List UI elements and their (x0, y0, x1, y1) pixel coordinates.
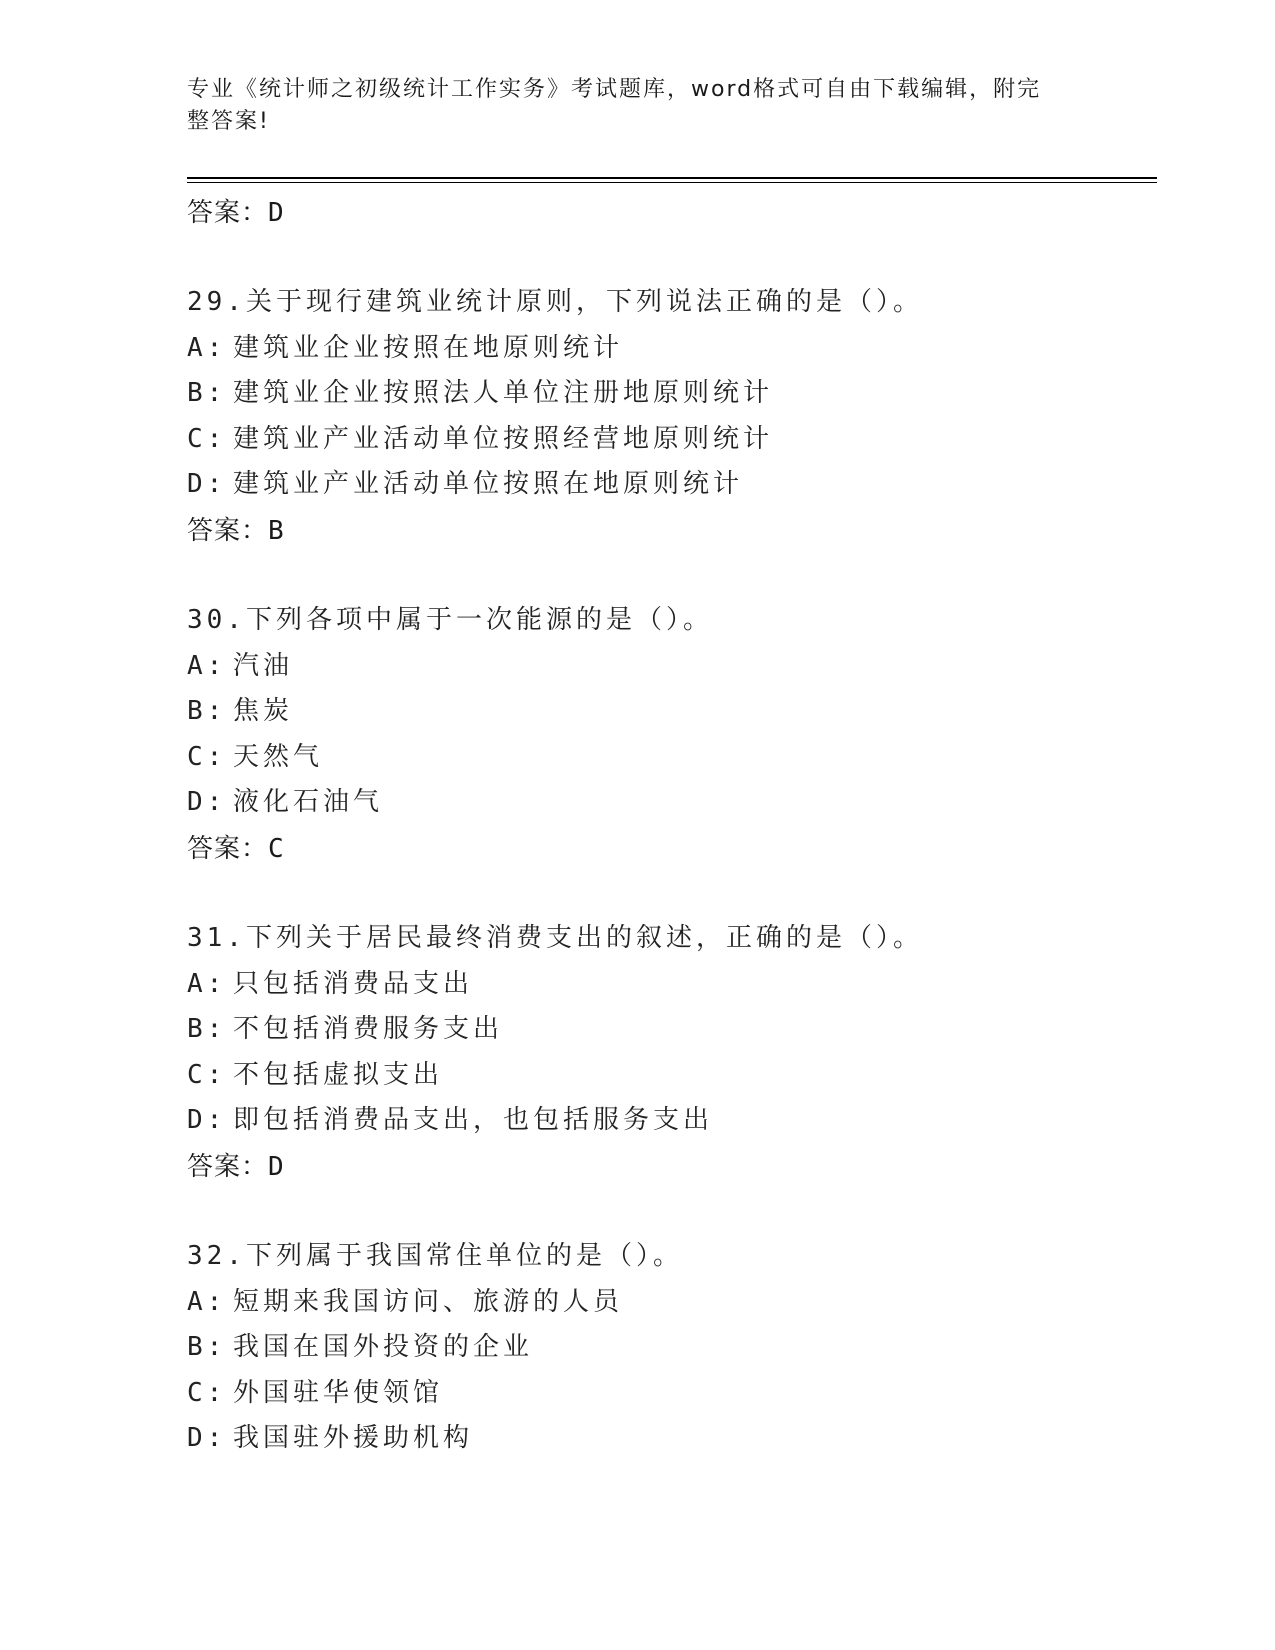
option-key: C: (187, 423, 227, 454)
question-31 (187, 916, 1167, 1190)
header-line-2: 整答案! (187, 109, 270, 134)
header-divider (187, 177, 1157, 179)
question-text: 下列各项中属于一次能源的是（）。 (245, 604, 713, 635)
option-text: 汽油 (233, 650, 294, 681)
option-key: B: (187, 378, 227, 409)
option-text: 我国驻外援助机构 (233, 1423, 474, 1454)
question-stem (187, 1234, 1167, 1280)
option-key: B: (187, 1014, 227, 1045)
option-text: 焦炭 (233, 696, 294, 727)
option-text: 即包括消费品支出，也包括服务支出 (233, 1105, 714, 1136)
answer-label: 答案： (187, 833, 269, 864)
option-text: 天然气 (233, 741, 324, 772)
answer-line (187, 190, 1167, 236)
option-key: C: (187, 741, 227, 772)
option-d (187, 1416, 1167, 1462)
option-c (187, 417, 1167, 463)
answer-line (187, 826, 1167, 872)
spacer (187, 872, 1167, 916)
answer-line (187, 1144, 1167, 1190)
answer-value: C (268, 833, 285, 864)
option-c (187, 1371, 1167, 1417)
option-text: 我国在国外投资的企业 (233, 1332, 534, 1363)
answer-label: 答案： (187, 515, 269, 546)
answer-value: B (268, 515, 285, 546)
spacer (187, 1190, 1167, 1234)
option-key: C: (187, 1377, 227, 1408)
option-text: 建筑业企业按照法人单位注册地原则统计 (233, 378, 774, 409)
option-a (187, 962, 1167, 1008)
question-29 (187, 280, 1167, 554)
answer-line (187, 508, 1167, 554)
answer-label: 答案： (187, 1151, 269, 1182)
question-text: 关于现行建筑业统计原则，下列说法正确的是（）。 (245, 287, 923, 317)
option-b (187, 1007, 1167, 1053)
option-b (187, 371, 1167, 417)
option-key: D: (187, 1105, 227, 1136)
answer-label: 答案： (187, 198, 269, 228)
option-key: A: (187, 968, 227, 999)
header-line-1: 专业《统计师之初级统计工作实务》考试题库，word格式可自由下载编辑，附完 (187, 77, 1042, 102)
question-stem (187, 280, 1167, 326)
option-key: B: (187, 696, 227, 727)
question-list (187, 190, 1167, 1462)
question-stem (187, 916, 1167, 962)
option-key: A: (187, 650, 227, 681)
option-key: A: (187, 1286, 227, 1317)
document-header (187, 74, 1067, 138)
option-text: 不包括消费服务支出 (233, 1014, 504, 1045)
option-c (187, 735, 1167, 781)
spacer (187, 554, 1167, 598)
option-key: C: (187, 1059, 227, 1090)
option-key: D: (187, 787, 227, 818)
option-b (187, 1325, 1167, 1371)
option-key: D: (187, 1423, 227, 1454)
header-divider-thin (187, 182, 1157, 183)
option-a (187, 644, 1167, 690)
option-key: A: (187, 332, 227, 363)
question-stem (187, 598, 1167, 644)
option-d (187, 780, 1167, 826)
option-d (187, 462, 1167, 508)
option-text: 短期来我国访问、旅游的人员 (233, 1286, 624, 1317)
option-c (187, 1053, 1167, 1099)
option-text: 外国驻华使领馆 (233, 1377, 444, 1408)
option-text: 建筑业企业按照在地原则统计 (233, 332, 624, 363)
option-text: 建筑业产业活动单位按照经营地原则统计 (233, 423, 774, 454)
option-text: 不包括虚拟支出 (233, 1059, 444, 1090)
option-key: B: (187, 1332, 227, 1363)
option-text: 建筑业产业活动单位按照在地原则统计 (233, 469, 744, 500)
question-number: 29. (187, 287, 246, 317)
spacer (187, 236, 1167, 280)
question-30 (187, 598, 1167, 872)
answer-value: D (268, 1151, 285, 1182)
option-text: 液化石油气 (233, 787, 384, 818)
option-a (187, 326, 1167, 372)
option-text: 只包括消费品支出 (233, 968, 474, 999)
question-number: 31. (187, 922, 246, 953)
answer-value: D (268, 198, 285, 228)
question-32 (187, 1234, 1167, 1462)
question-number: 30. (187, 604, 246, 635)
option-key: D: (187, 469, 227, 500)
option-a (187, 1280, 1167, 1326)
option-b (187, 689, 1167, 735)
option-d (187, 1098, 1167, 1144)
question-text: 下列关于居民最终消费支出的叙述，正确的是（）。 (245, 922, 923, 953)
question-text: 下列属于我国常住单位的是（）。 (245, 1240, 683, 1271)
question-number: 32. (187, 1240, 246, 1271)
